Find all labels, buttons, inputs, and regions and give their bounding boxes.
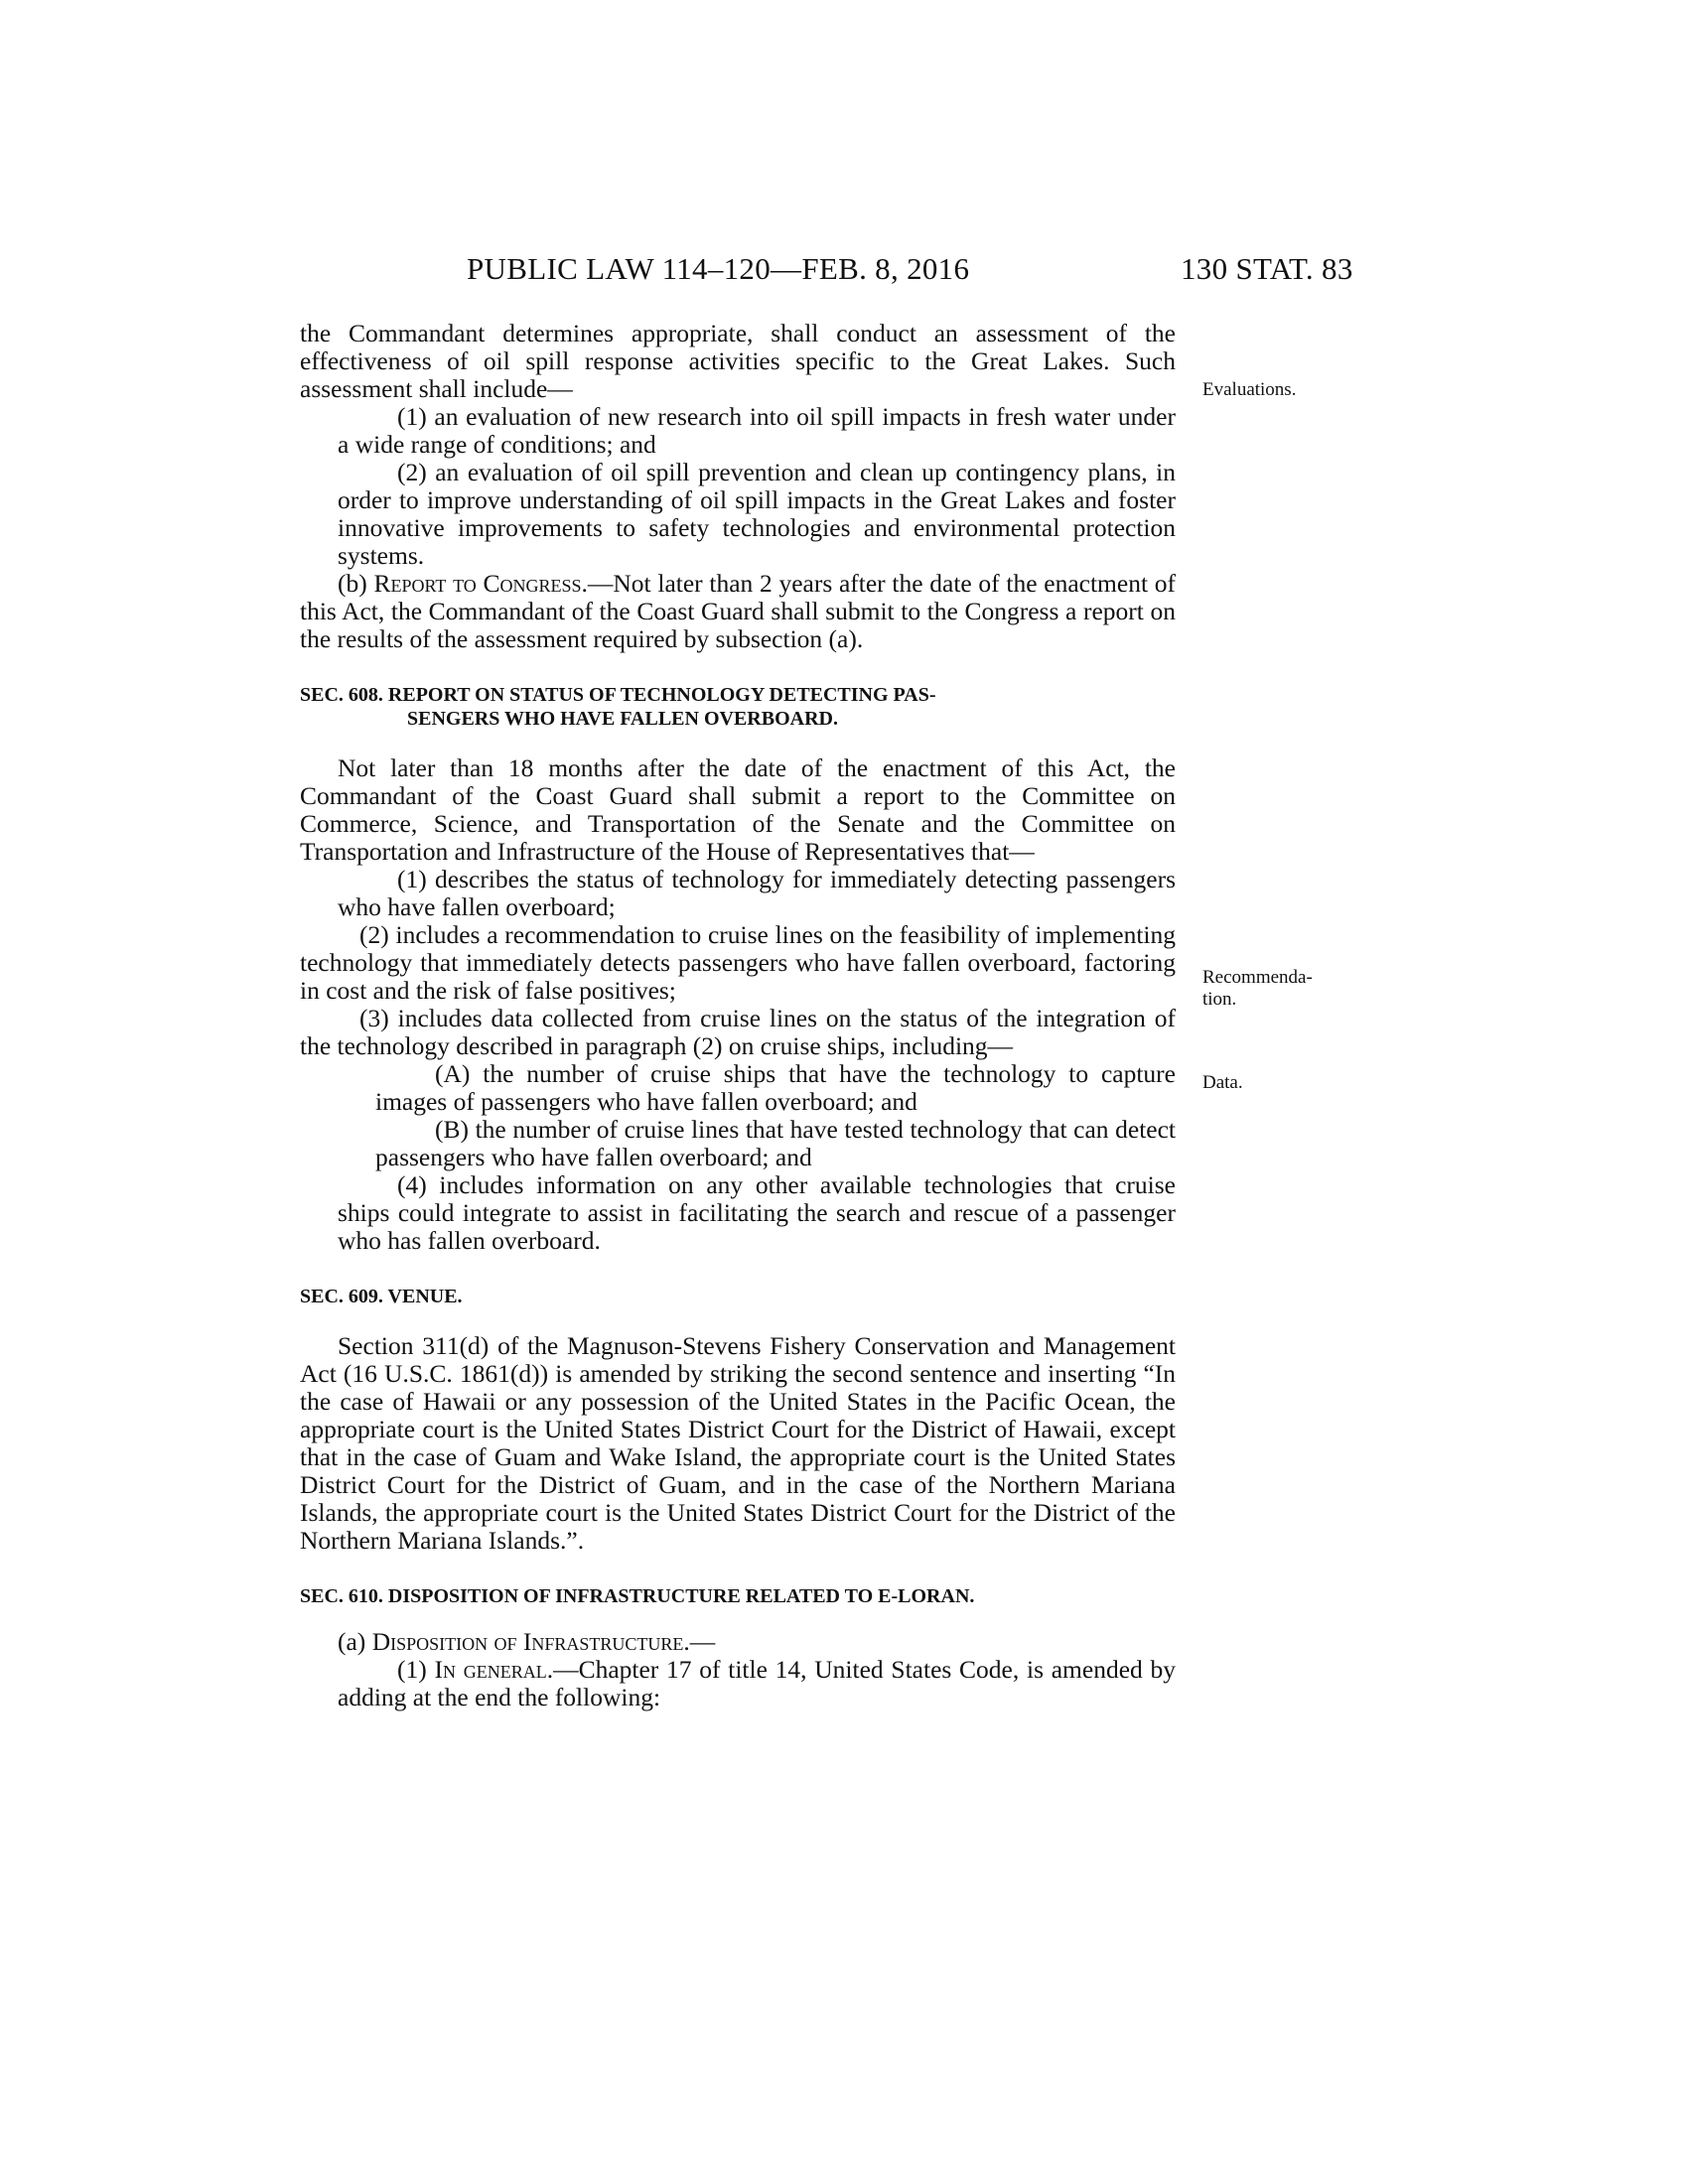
margin-note-recommendation-line2: tion. (1202, 989, 1237, 1010)
section-608-heading-line1: SEC. 608. REPORT ON STATUS OF TECHNOLOGY DETECTING PAS- (300, 684, 936, 706)
list-item: (1) describes the status of technology for immediately detecting passengers who have fallen overboard; (338, 865, 1176, 921)
list-item: (2) includes a recommendation to cruise lines on the feasibility of implementing technology that immediately detects passengers who have fallen overboard, factoring in cost and the risk of false positives; (300, 920, 1176, 1005)
section-608-heading-line2: SENGERS WHO HAVE FALLEN OVERBOARD. (407, 708, 838, 730)
section-608-heading (300, 683, 1176, 731)
list-item: (2) an evaluation of oil spill prevention and clean up contingency plans, in order to improve understanding of oil spill impacts in the Great Lakes and foster innovative improvements to safety technologies and environmental protection systems. (338, 458, 1176, 570)
subsection-b-heading: Report to Congress (373, 569, 582, 598)
paragraph-1-prefix: (1) (397, 1655, 435, 1684)
list-item: (4) includes information on any other available technologies that cruise ships could integrate to assist in facilitating the search and rescue of a passenger who has fallen overboard. (338, 1170, 1176, 1255)
paragraph-1-heading: In general (434, 1655, 547, 1684)
section-610-subsection-a (300, 1628, 1176, 1656)
subsection-a-heading: Disposition of Infrastructure (371, 1627, 684, 1656)
subsection-a-suffix: .— (683, 1627, 716, 1656)
subsection-b (300, 570, 1176, 653)
margin-note-recommendation (1202, 967, 1313, 1011)
subsection-b-prefix: (b) (338, 569, 374, 598)
section-608-intro: Not later than 18 months after the date of the enactment of this Act, the Commandant of the Coast Guard shall submit a report to the Committee on Commerce, Science, and Transportation of the Senate and the Committee on Transportation and Infrastructure of the House of Representatives that— (300, 753, 1176, 866)
stat-page-number: 130 STAT. 83 (1181, 251, 1353, 286)
section-610-heading: SEC. 610. DISPOSITION OF INFRASTRUCTURE RELATED TO E-LORAN. (300, 1585, 975, 1607)
list-item: (1) an evaluation of new research into oil spill impacts in fresh water under a wide range of conditions; and (338, 402, 1176, 459)
subsection-b-text: .—Not later than 2 years after the date of the enactment of this Act, the Commandant of the Coast Guard shall submit to the Congress a report on the results of the assessment required by subsection (a). (300, 569, 1176, 653)
list-item: (3) includes data collected from cruise lines on the status of the integration of the technology described in paragraph (2) on cruise ships, including— (300, 1004, 1176, 1060)
margin-note-recommendation-line1: Recommenda- (1202, 967, 1313, 988)
margin-note-data: Data. (1202, 1072, 1243, 1093)
section-610-paragraph-1 (300, 1656, 1176, 1711)
paragraph-1-text: .—Chapter 17 of title 14, United States Code, is amended by adding at the end the following: (338, 1655, 1177, 1711)
intro-paragraph: the Commandant determines appropriate, shall conduct an assessment of the effectiveness of oil spill response activities specific to the Great Lakes. Such assessment shall include— (300, 319, 1176, 403)
subsection-a-prefix: (a) (338, 1627, 372, 1656)
section-609-heading: SEC. 609. VENUE. (300, 1286, 463, 1307)
margin-note-evaluations: Evaluations. (1202, 379, 1297, 400)
section-609-text: Section 311(d) of the Magnuson-Stevens Fishery Conservation and Management Act (16 U.S.C. 1861(d)) is amended by striking the second sentence and inserting “In the case of Hawaii or any possession of the United States in the Pacific Ocean, the appropriate court is the United States District Court for the District of Hawaii, except that in the case of Guam and Wake Island, the appropriate court is the United States District Court for the District of Guam, and in the case of the Northern Mariana Islands, the appropriate court is the United States District Court for the District of the Northern Mariana Islands.”. (300, 1331, 1176, 1555)
list-item: (B) the number of cruise lines that have tested technology that can detect passengers who have fallen overboard; and (375, 1115, 1176, 1171)
main-text-column (300, 320, 1176, 1711)
list-item: (A) the number of cruise ships that have the technology to capture images of passengers who have fallen overboard; and (375, 1059, 1176, 1116)
running-header: PUBLIC LAW 114–120—FEB. 8, 2016 (467, 251, 970, 286)
